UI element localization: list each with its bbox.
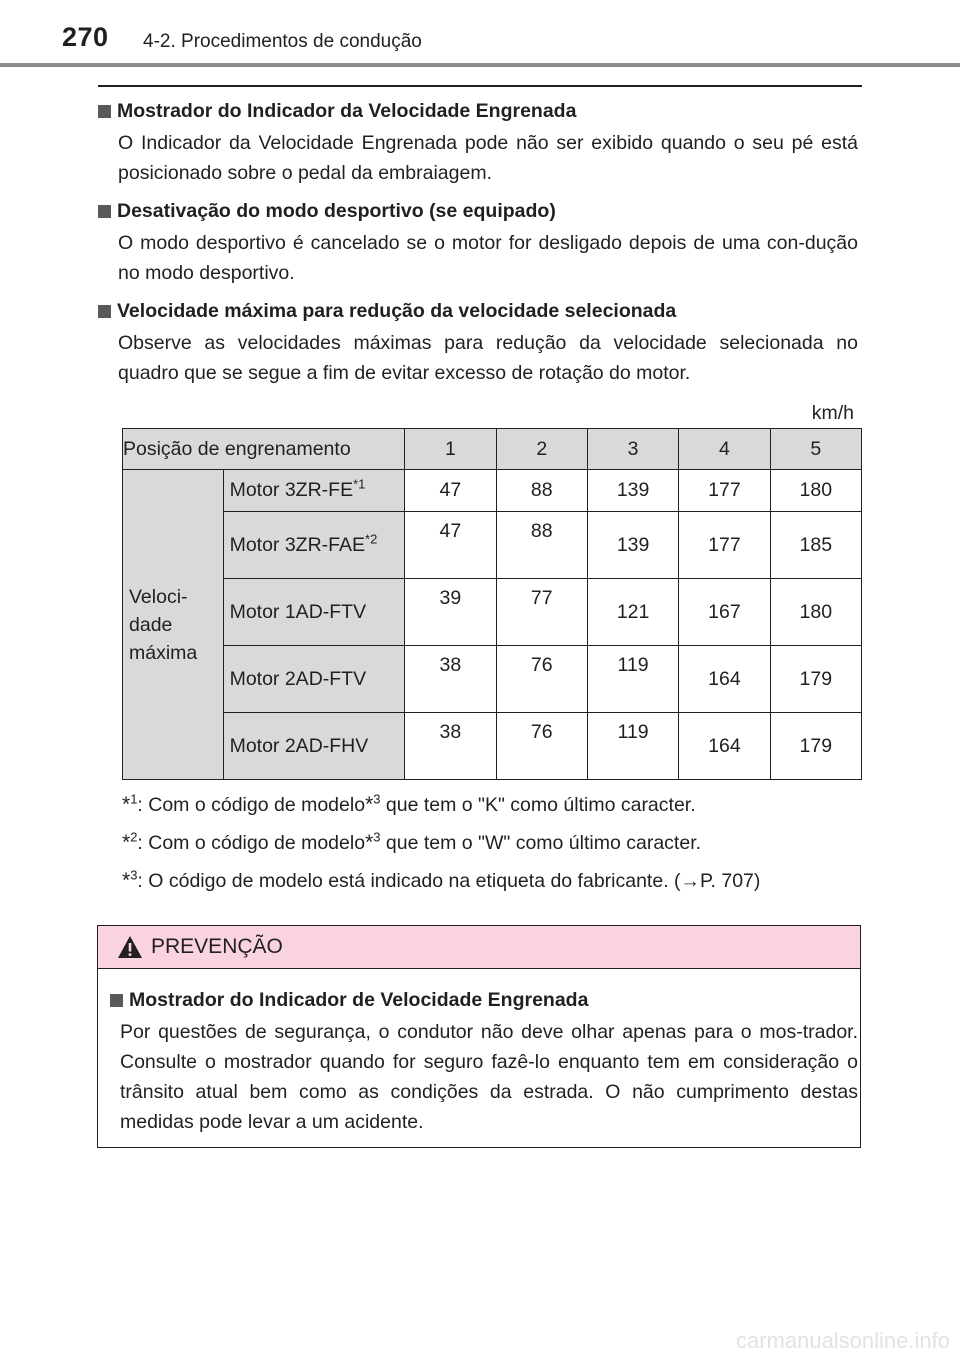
speed-value: 180 bbox=[770, 579, 861, 646]
caution-heading: Mostrador do Indicador de Velocidade Engrenada bbox=[110, 985, 858, 1015]
top-rule bbox=[98, 85, 862, 87]
gear-4-header: 4 bbox=[679, 429, 770, 470]
caution-text: Por questões de segurança, o condutor não deve olhar apenas para o mos-trador. Consulte o mostrador quando for seguro fazê-lo enquanto tem em consideração o trânsito atual bem como as condições da estrada. O não cumprimento destas medidas pode levar a um acidente. bbox=[120, 1021, 858, 1133]
table-row bbox=[123, 470, 862, 512]
footnote-3: *$^3$: O código de modelo está indicado na etiqueta do fabricante. (→P. 707) bbox=[122, 867, 761, 892]
speed-value: 88 bbox=[496, 512, 587, 579]
gear-1-header: 1 bbox=[405, 429, 496, 470]
speed-value: 180 bbox=[770, 470, 861, 512]
square-bullet-icon bbox=[98, 105, 111, 118]
footnote-1: *$^1$: Com o código de modelo*$^3$ que tem o "K" como último caracter. bbox=[122, 791, 696, 816]
speed-value: 139 bbox=[587, 470, 678, 512]
section-heading-1: Mostrador do Indicador da Velocidade Engrenada bbox=[98, 96, 858, 126]
section-heading-3: Velocidade máxima para redução da velocidade selecionada bbox=[98, 296, 858, 326]
speed-value: 77 bbox=[496, 579, 587, 646]
main-content bbox=[98, 96, 858, 428]
speed-value: 177 bbox=[679, 512, 770, 579]
section-text-2: O modo desportivo é cancelado se o motor for desligado depois de uma con-dução no modo desportivo. bbox=[118, 232, 858, 284]
engine-name: Motor 1AD-FTV bbox=[223, 579, 405, 646]
engine-name: Motor 3ZR-FAE$^{*2}$ bbox=[223, 512, 405, 579]
header-rule bbox=[0, 63, 960, 67]
speed-table bbox=[122, 428, 862, 780]
engine-name: Motor 2AD-FTV bbox=[223, 646, 405, 713]
caution-box bbox=[97, 925, 861, 1148]
gear-5-header: 5 bbox=[770, 429, 861, 470]
section-title: 4-2. Procedimentos de condução bbox=[143, 31, 422, 52]
caution-header bbox=[98, 926, 860, 969]
speed-value: 167 bbox=[679, 579, 770, 646]
table-row bbox=[123, 646, 862, 713]
max-speed-label: Veloci- dade máxima bbox=[123, 470, 224, 780]
speed-value: 179 bbox=[770, 646, 861, 713]
speed-value: 119 bbox=[587, 713, 678, 780]
gear-2-header: 2 bbox=[496, 429, 587, 470]
section-heading-2: Desativação do modo desportivo (se equipado) bbox=[98, 196, 858, 226]
table-header-row bbox=[123, 429, 862, 470]
speed-value: 121 bbox=[587, 579, 678, 646]
table-row bbox=[123, 579, 862, 646]
arrow-right-icon: → bbox=[680, 870, 701, 892]
speed-value: 177 bbox=[679, 470, 770, 512]
speed-value: 39 bbox=[405, 579, 496, 646]
speed-value: 38 bbox=[405, 713, 496, 780]
gear-3-header: 3 bbox=[587, 429, 678, 470]
speed-value: 164 bbox=[679, 646, 770, 713]
table-row bbox=[123, 512, 862, 579]
speed-value: 88 bbox=[496, 470, 587, 512]
speed-value: 76 bbox=[496, 713, 587, 780]
page-number: 270 bbox=[62, 22, 109, 52]
speed-value: 47 bbox=[405, 470, 496, 512]
square-bullet-icon bbox=[98, 305, 111, 318]
speed-value: 179 bbox=[770, 713, 861, 780]
footnotes bbox=[122, 786, 760, 900]
speed-value: 119 bbox=[587, 646, 678, 713]
table-row bbox=[123, 713, 862, 780]
speed-value: 47 bbox=[405, 512, 496, 579]
speed-value: 76 bbox=[496, 646, 587, 713]
unit-label: km/h bbox=[811, 402, 854, 424]
section-text-3: Observe as velocidades máximas para redução da velocidade selecionada no quadro que se segue a fim de evitar excesso de rotação do motor. bbox=[118, 332, 858, 384]
speed-value: 164 bbox=[679, 713, 770, 780]
caution-body bbox=[98, 969, 860, 1137]
engine-name: Motor 3ZR-FE$^{*1}$ bbox=[223, 470, 405, 512]
square-bullet-icon bbox=[98, 205, 111, 218]
speed-value: 38 bbox=[405, 646, 496, 713]
section-text-1: O Indicador da Velocidade Engrenada pode não ser exibido quando o seu pé está posicionado sobre o pedal da embraiagem. bbox=[118, 132, 858, 184]
page-header bbox=[0, 0, 960, 66]
gear-position-header: Posição de engrenamento bbox=[123, 429, 405, 470]
speed-value: 185 bbox=[770, 512, 861, 579]
footnote-2: *$^2$: Com o código de modelo*$^3$ que tem o "W" como último caracter. bbox=[122, 829, 702, 854]
watermark: carmanualsonline.info bbox=[735, 1328, 950, 1353]
speed-value: 139 bbox=[587, 512, 678, 579]
engine-name: Motor 2AD-FHV bbox=[223, 713, 405, 780]
warning-triangle-icon bbox=[117, 935, 143, 959]
square-bullet-icon bbox=[110, 994, 123, 1007]
caution-title: PREVENÇÃO bbox=[151, 935, 283, 958]
